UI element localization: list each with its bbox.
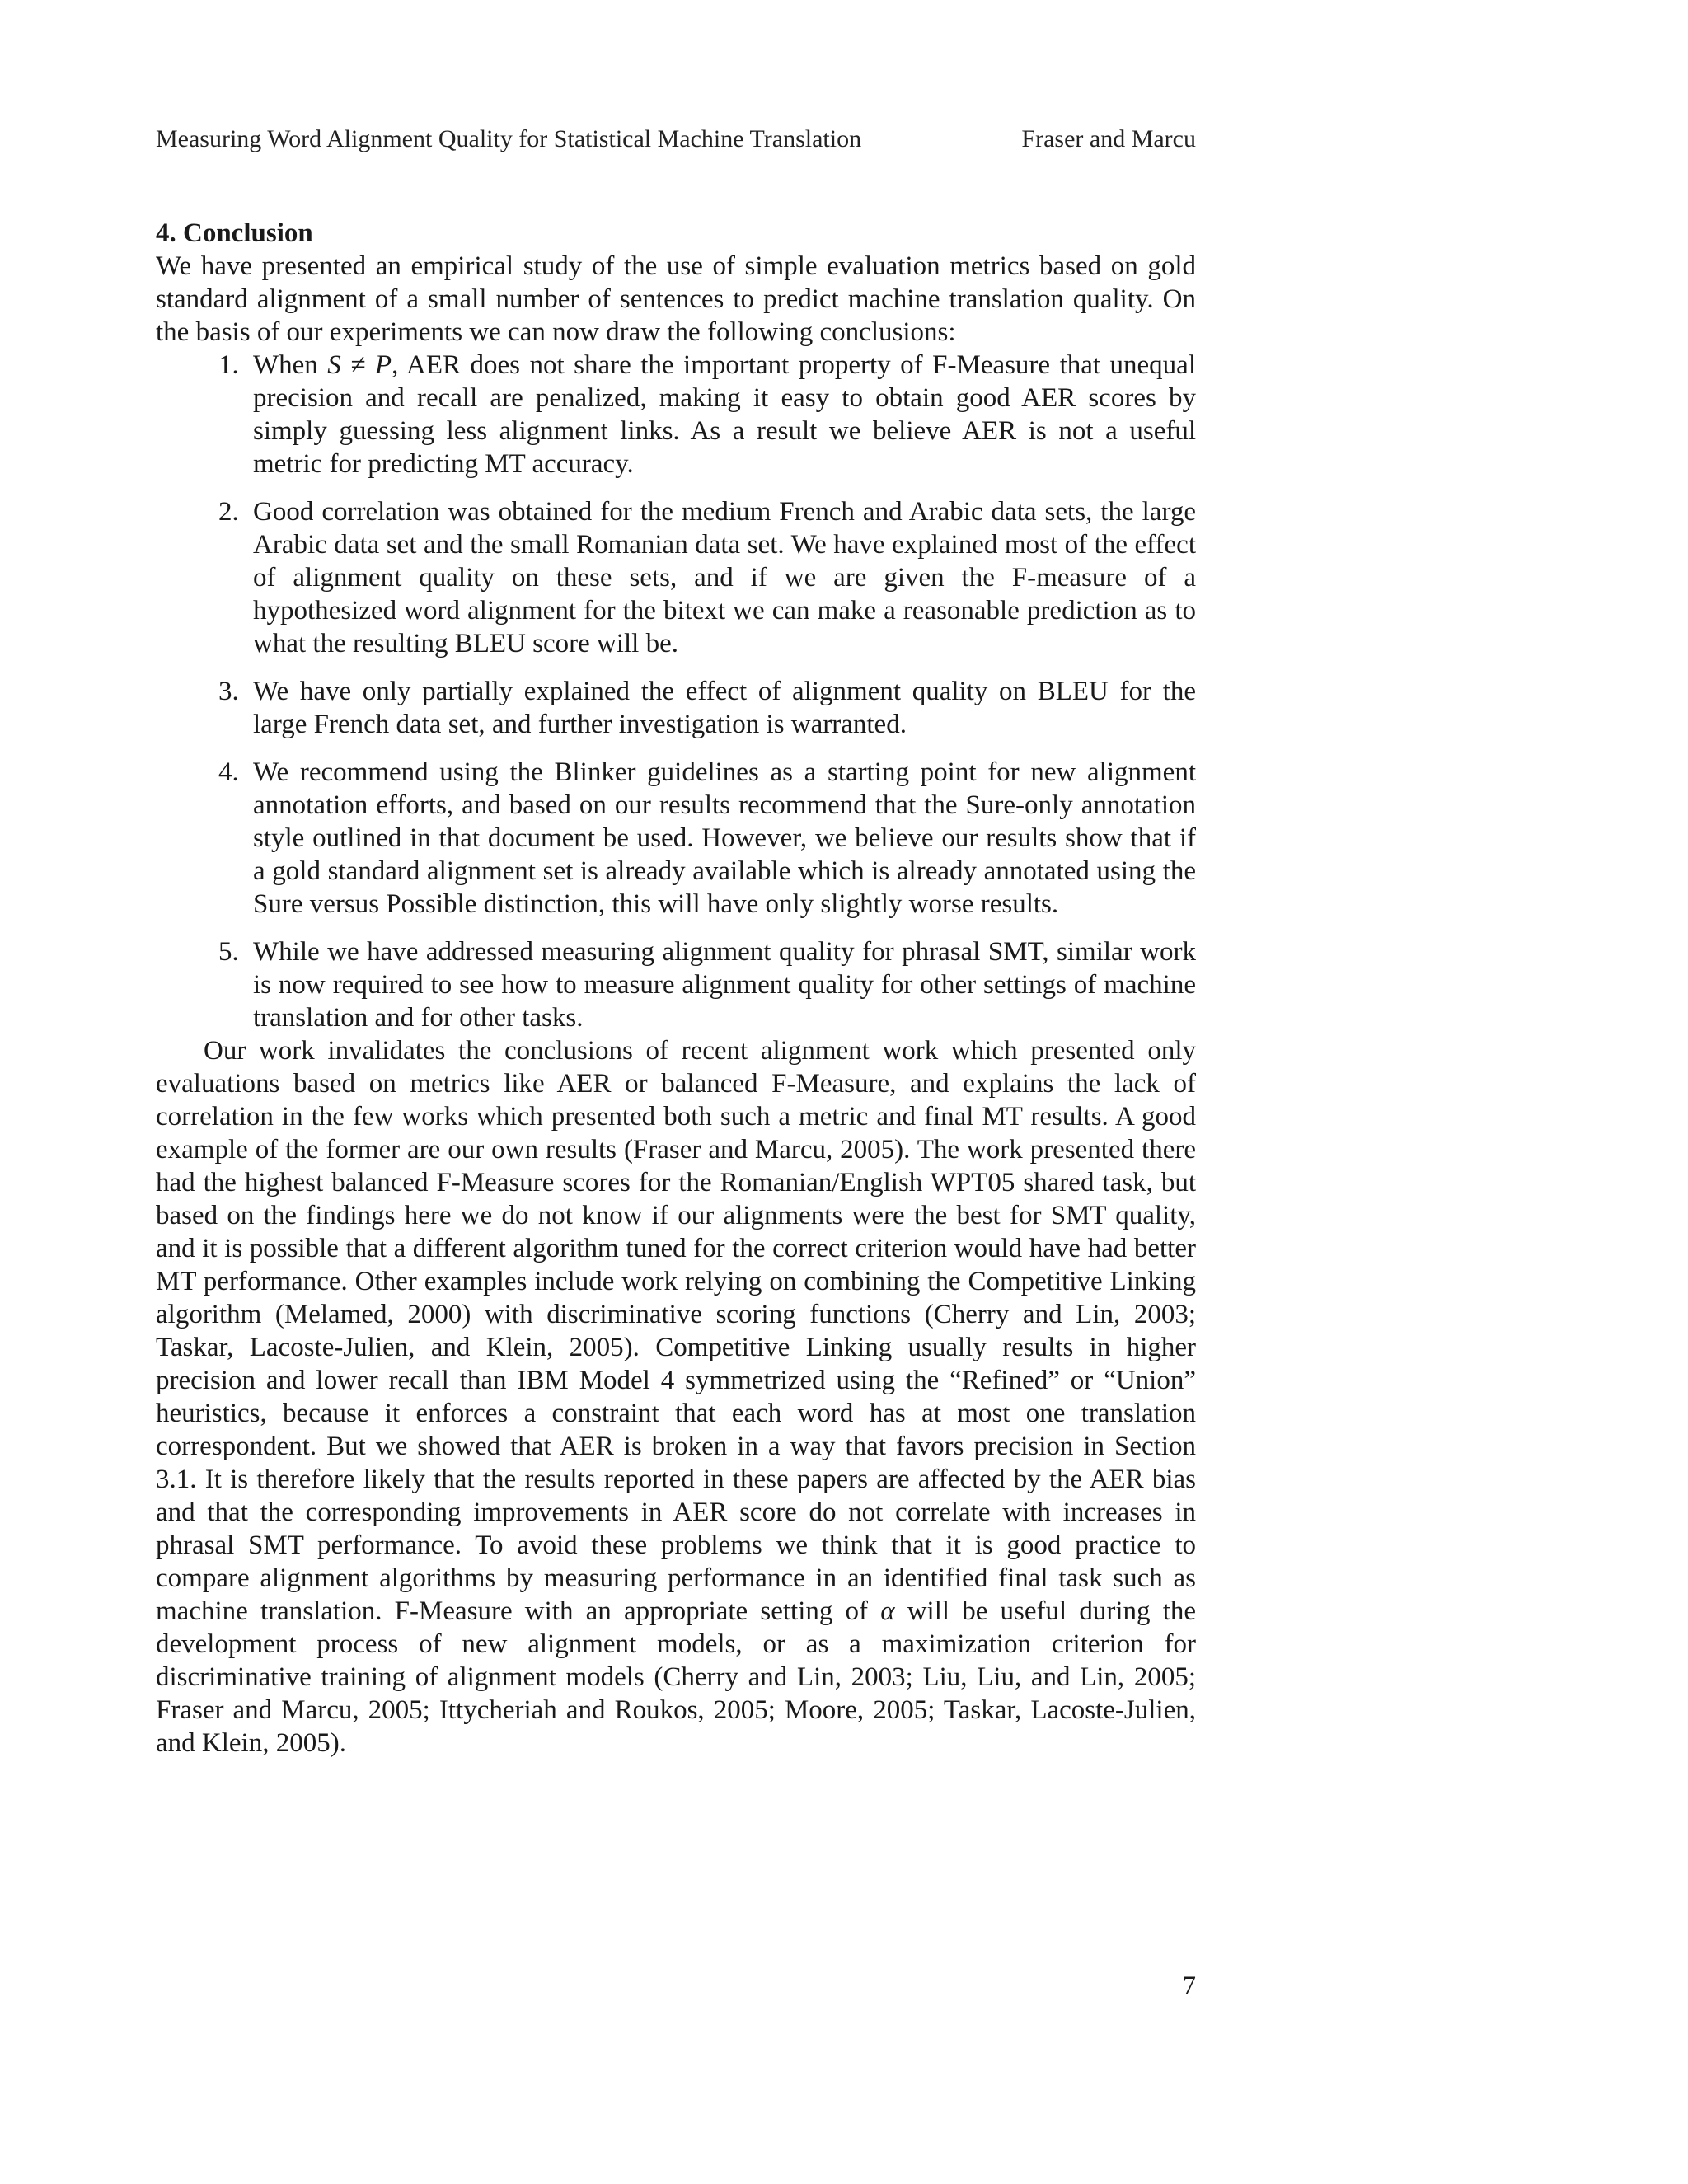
list-item xyxy=(156,495,1196,660)
list-item-text: While we have addressed measuring alignment quality for phrasal SMT, similar work is now required to see how to measure alignment quality for other settings of machine translation and for other tasks. xyxy=(253,937,1196,1033)
list-item-number: 4. xyxy=(218,757,239,787)
running-header xyxy=(156,124,1196,155)
text-fragment: Our work invalidates the conclusions of recent alignment work which presented only evaluations based on metrics like AER or balanced F-Measure, and explains the lack of correlation in the few works which presented both such a metric and final MT results. A good example of the former are our own results (Fraser and Marcu, 2005). The work presented there had the highest balanced F-Measure scores for the Romanian/English WPT05 shared task, but based on the findings here we do not know if our alignments were the best for SMT quality, and it is possible that a different algorithm tuned for the correct criterion would have had better MT performance. Other examples include work relying on combining the Competitive Linking algorithm (Melamed, 2000) with discriminative scoring functions (Cherry and Lin, 2003; Taskar, Lacoste-Julien, and Klein, 2005). Competitive Linking usually results in higher precision and lower recall than IBM Model 4 symmetrized using the “Refined” or “Union” heuristics, because it enforces a constraint that each word has at most one translation correspondent. But we showed that AER is broken in a way that favors precision in Section 3.1. It is therefore likely that the results reported in these papers are affected by the AER bias and that the corresponding improvements in AER score do not correlate with increases in phrasal SMT performance. To avoid these problems we think that it is good practice to compare alignment algorithms by measuring performance in an identified final task such as machine translation. F-Measure with an appropriate setting of xyxy=(156,1036,1196,1626)
text-fragment: When xyxy=(253,350,328,380)
list-item-text xyxy=(253,349,1196,480)
page-number: 7 xyxy=(1182,1971,1196,2001)
list-item-text: We recommend using the Blinker guidelines as a starting point for new alignment annotation efforts, and based on our results recommend that the Sure-only annotation style outlined in that document be used. However, we believe our results show that if a gold standard alignment set is already available which is already annotated using the Sure versus Possible distinction, this will have only slightly worse results. xyxy=(253,757,1196,919)
paper-page xyxy=(156,124,1196,1760)
list-item xyxy=(156,349,1196,480)
list-item-number: 2. xyxy=(218,497,239,527)
text-fragment: , AER does not share the important property of F-Measure that unequal precision and recall are penalized, making it easy to obtain good AER scores by simply guessing less alignment links. As a result we believe AER is not a useful metric for predicting MT accuracy. xyxy=(253,350,1197,479)
math-inline: S ≠ P xyxy=(327,350,392,380)
list-item-number: 5. xyxy=(218,937,239,967)
header-authors: Fraser and Marcu xyxy=(1021,125,1196,152)
section-heading: 4. Conclusion xyxy=(156,218,313,248)
list-item xyxy=(156,935,1196,1034)
intro-paragraph: We have presented an empirical study of the use of simple evaluation metrics based on gold standard alignment of a small number of sentences to predict machine translation quality. On the basis of our experiments we can now draw the following conclusions: xyxy=(156,251,1196,347)
text-fragment: will be useful during the development process of new alignment models, or as a maximization criterion for discriminative training of alignment models (Cherry and Lin, 2003; Liu, Liu, and Lin, 2005; Fraser and Marcu, 2005; Ittycheriah and Roukos, 2005; Moore, 2005; Taskar, Lacoste-Julien, and Klein, 2005). xyxy=(156,1596,1197,1758)
list-item xyxy=(156,756,1196,921)
math-inline: α xyxy=(880,1596,895,1626)
list-item-text: Good correlation was obtained for the medium French and Arabic data sets, the large Arabic data set and the small Romanian data set. We have explained most of the effect of alignment quality on these sets, and if we are given the F-measure of a hypothesized word alignment for the bitext we can make a reasonable prediction as to what the resulting BLEU score will be. xyxy=(253,497,1196,658)
closing-paragraph xyxy=(156,1034,1196,1760)
header-title: Measuring Word Alignment Quality for Statistical Machine Translation xyxy=(156,125,862,152)
list-item xyxy=(156,675,1196,741)
list-item-number: 3. xyxy=(218,677,239,706)
list-item-text: We have only partially explained the effect of alignment quality on BLEU for the large French data set, and further investigation is warranted. xyxy=(253,677,1196,739)
conclusions-list xyxy=(156,349,1196,1034)
list-item-number: 1. xyxy=(218,350,239,380)
